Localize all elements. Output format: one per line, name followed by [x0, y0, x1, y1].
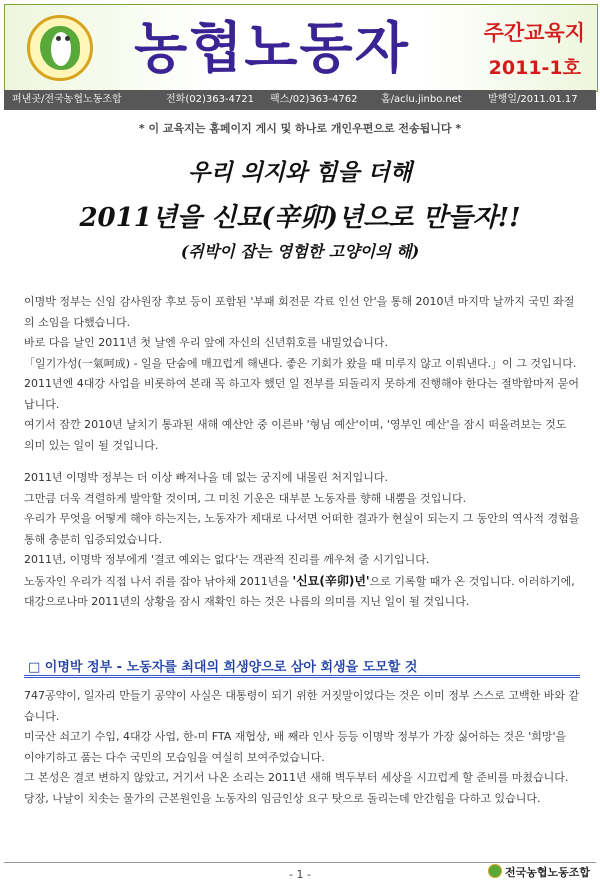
phone: 전화(02)363-4721	[166, 94, 254, 105]
paragraph: 미국산 쇠고기 수입, 4대강 사업, 한-미 FTA 재협상, 배 째라 인사 등등 이명박 정부가 가장 싫어하는 것은 '희망'을 이야기하고 품는 다수 국민의 모습임을 여실히 보여주었습니다.	[24, 730, 567, 764]
paragraph: 747공약이, 일자리 만들기 공약이 사실은 대통령이 되기 위한 거짓말이었다는 것은 이미 정부 스스로 고백한 바와 같습니다.	[24, 689, 580, 723]
text: 으로 기록할 때가 온 것입니다. 이러하기에, 대강으로나마 2011년의 상황을 잠시 재확인 하는 것은 나름의 의미를 지닌 일이 될 것입니다.	[24, 574, 575, 608]
headline-line-2: 2011년을 신묘(辛卯)년으로 만들자!!	[79, 203, 521, 233]
page-number: - 1 -	[289, 868, 311, 881]
headline-line-1: 우리 의지와 힘을 더해	[188, 159, 412, 186]
section-underline	[24, 675, 580, 676]
paragraph: 우리가 무엇을 어떻게 해야 하는지는, 노동자가 제대로 나서면 어떠한 결과가 현실이 되는지 그 동안의 역사적 경험을 통해 충분히 입증되었습니다.	[24, 512, 580, 546]
masthead	[4, 4, 598, 92]
paragraph: 그만큼 더욱 격렬하게 발악할 것이며, 그 미친 기운은 대부분 노동자를 향해 내뿜을 것입니다.	[24, 491, 467, 505]
emphasis-text: '신묘(辛卯)년'	[292, 573, 370, 588]
issue-box	[467, 5, 597, 91]
paragraph: 2011년 이명박 정부는 더 이상 빠져나올 데 없는 궁지에 내몰린 처지입니다.	[24, 471, 388, 484]
text: 노동자인 우리가 직접 나서 쥐를 잡아 낚아채 2011년을	[24, 574, 293, 588]
section-underline	[24, 677, 580, 678]
paragraph: 「일기가성(一氣呵成) - 일을 단숨에 매끄럽게 해낸다. 좋은 기회가 왔을 때 미루지 않고 이뤄낸다.」이 그 것입니다. 2011년엔 4대강 사업을 비롯하여 본래 꼭 하고자 했던 일 전부를 되돌리지 못하게 진행해야 한다는 절박함마저 묻어납니다.	[24, 356, 579, 411]
headline-subtitle: (쥐박이 잡는 영험한 고양이의 해)	[180, 242, 420, 261]
issue-type: 주간교육지	[483, 21, 585, 45]
footer-org-name: 전국농협노동조합	[504, 866, 590, 879]
newsletter-title: 농협노동자	[134, 16, 410, 80]
footer-organization	[488, 864, 590, 880]
publisher: 펴낸곳/전국농협노동조합	[12, 94, 122, 105]
body-block-1	[24, 292, 580, 456]
footer-rule	[4, 862, 596, 863]
paragraph: 2011년, 이명박 정부에게 '결코 예외는 없다'는 객관적 진리를 깨우쳐 줄 시기입니다.	[24, 553, 430, 566]
union-logo	[27, 15, 93, 81]
paragraph: 바로 다음 날인 2011년 첫 날엔 우리 앞에 자신의 신년휘호를 내밀었습니다.	[24, 336, 388, 349]
homepage: 홈/aclu.jinbo.net	[381, 94, 462, 105]
paragraph: 여기서 잠깐 2010년 날치기 통과된 새해 예산안 중 이른바 '형님 예산'이며, '영부인 예산'을 잠시 떠올려보는 것도 의미 있는 일이 될 것입니다.	[24, 418, 567, 452]
body-block-3	[24, 686, 580, 809]
paragraph	[24, 571, 580, 613]
newsletter-page	[4, 4, 596, 888]
paragraph: 당장, 나날이 치솟는 물가의 근본원인을 노동자의 임금인상 요구 탓으로 돌리는데 안간힘을 다하고 있습니다.	[24, 791, 541, 805]
distribution-notice: * 이 교육지는 홈페이지 게시 및 하나로 개인우편으로 전송됩니다 *	[138, 122, 462, 135]
publisher-info-bar	[4, 90, 596, 110]
paragraph: 그 본성은 결코 변하지 않았고, 거기서 나온 소리는 2011년 새해 벽두부터 세상을 시끄럽게 할 준비를 마쳤습니다.	[24, 771, 569, 784]
fax: 팩스/02)363-4762	[270, 94, 358, 105]
body-block-2	[24, 468, 580, 613]
section-heading: □ 이명박 정부 - 노동자를 최대의 희생양으로 삼아 회생을 도모할 것	[28, 660, 418, 675]
paragraph: 이명박 정부는 신임 감사원장 후보 등이 포함된 '부패 회전문 각료 인선 안'을 통해 2010년 마지막 날까지 국민 좌절의 소임을 다했습니다.	[24, 295, 575, 329]
issue-number: 2011-1호	[488, 57, 581, 79]
union-logo-icon	[488, 864, 502, 878]
publish-date: 발행일/2011.01.17	[488, 94, 578, 105]
